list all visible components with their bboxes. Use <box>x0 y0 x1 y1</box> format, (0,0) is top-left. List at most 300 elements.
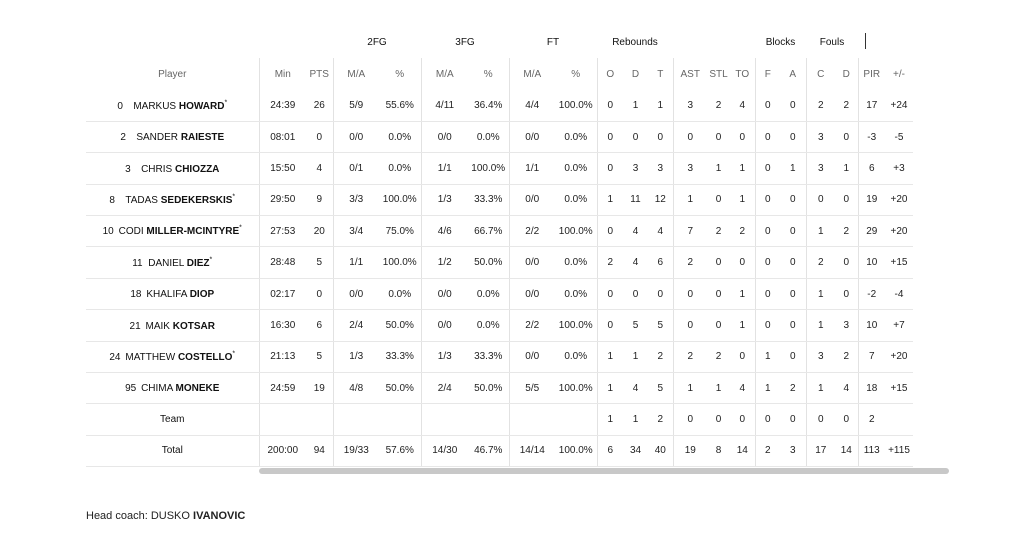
stat-min: 28:48 <box>259 247 306 278</box>
player-number: 3 <box>125 163 131 175</box>
stat-blk-f: 0 <box>755 153 780 184</box>
stat-reb-t: 1 <box>648 90 673 121</box>
column-header-reb-o: O <box>597 58 623 90</box>
column-header-ft-pct: % <box>571 68 581 80</box>
stat-2fg-ma: 4/8 <box>333 373 379 404</box>
stat-foul-d: 2 <box>835 90 858 121</box>
stat-2fg-ma <box>333 404 379 435</box>
stat-plus-minus: +20 <box>885 184 913 215</box>
stat-blk-f: 0 <box>755 278 780 309</box>
stat-pir: -3 <box>858 121 885 152</box>
stat-pir: 2 <box>858 404 885 435</box>
stat-plus-minus: +115 <box>885 435 913 466</box>
stat-ft-ma <box>509 404 555 435</box>
column-header-3fg-ma: M/A <box>421 58 468 90</box>
stat-pir: 7 <box>858 341 885 372</box>
column-header-min: Min <box>259 58 306 90</box>
group-header-blocks: Blocks <box>765 36 796 48</box>
stat-blk-f: 0 <box>755 247 780 278</box>
stat-blk-a: 0 <box>780 404 806 435</box>
stat-min: 16:30 <box>259 310 306 341</box>
stat-3fg-ma <box>421 404 468 435</box>
stat-to: 0 <box>730 247 755 278</box>
group-header-spacer-2 <box>673 26 755 58</box>
player-first-name: MARKUS <box>133 100 177 112</box>
player-last-name: RAIESTE <box>180 132 225 144</box>
table-row[interactable] <box>86 90 913 121</box>
player-cell[interactable] <box>86 153 259 184</box>
column-header-to: TO <box>735 68 750 80</box>
player-last-name: KOTSAR <box>172 320 215 332</box>
stat-ft-ma: 0/0 <box>509 184 555 215</box>
stat-3fg-pct: 46.7% <box>468 435 509 466</box>
player-number: 0 <box>117 100 123 112</box>
head-coach-first-name: DUSKO <box>150 510 190 522</box>
stat-blk-f: 0 <box>755 216 780 247</box>
starter-mark: * <box>209 256 213 264</box>
stat-stl: 2 <box>707 216 730 247</box>
stat-2fg-ma: 1/3 <box>333 341 379 372</box>
player-first-name: SANDER <box>136 132 179 144</box>
player-last-name: DIEZ <box>186 257 210 269</box>
stat-ast: 2 <box>673 341 707 372</box>
stat-reb-o: 1 <box>597 341 623 372</box>
stat-reb-t: 0 <box>648 121 673 152</box>
stat-ft-ma: 2/2 <box>509 310 555 341</box>
table-row[interactable] <box>86 247 913 278</box>
stat-pts: 0 <box>306 121 333 152</box>
player-cell[interactable] <box>86 373 259 404</box>
stat-ft-ma: 0/0 <box>509 278 555 309</box>
stat-min <box>259 404 306 435</box>
stat-2fg-pct: 57.6% <box>379 435 421 466</box>
column-header-2fg-ma: M/A <box>333 58 379 90</box>
stat-blk-a: 1 <box>780 153 806 184</box>
stat-3fg-pct: 36.4% <box>468 90 509 121</box>
stat-foul-d: 3 <box>835 310 858 341</box>
player-number: 24 <box>109 351 121 363</box>
stat-reb-o: 0 <box>597 90 623 121</box>
stat-pir: 10 <box>858 310 885 341</box>
table-row[interactable] <box>86 310 913 341</box>
column-header-foul-c: C <box>806 58 835 90</box>
stat-ast: 3 <box>673 153 707 184</box>
player-last-name: DIOP <box>189 289 215 301</box>
player-last-name: MILLER-MCINTYRE <box>146 226 240 238</box>
stat-2fg-pct: 100.0% <box>379 247 421 278</box>
stat-ft-ma: 0/0 <box>509 247 555 278</box>
stat-foul-d: 2 <box>835 341 858 372</box>
stat-reb-t: 3 <box>648 153 673 184</box>
player-number: 18 <box>130 289 142 301</box>
column-header-foul-d: D <box>842 68 850 80</box>
stat-ft-pct: 100.0% <box>555 435 597 466</box>
stat-ft-ma: 14/14 <box>509 435 555 466</box>
stat-3fg-pct: 33.3% <box>468 341 509 372</box>
horizontal-scrollbar[interactable] <box>259 468 949 474</box>
stat-foul-d: 0 <box>835 278 858 309</box>
stat-2fg-pct: 75.0% <box>379 216 421 247</box>
stat-ast: 0 <box>673 278 707 309</box>
group-header-ft: FT <box>546 36 560 48</box>
stat-3fg-ma: 0/0 <box>421 310 468 341</box>
stat-3fg-ma: 4/11 <box>421 90 468 121</box>
stat-3fg-pct: 0.0% <box>468 310 509 341</box>
stat-plus-minus: +3 <box>885 153 913 184</box>
player-last-name: COSTELLO <box>177 351 233 363</box>
player-first-name: CODI <box>118 226 144 238</box>
stat-ast: 3 <box>673 90 707 121</box>
stat-reb-o: 0 <box>597 278 623 309</box>
starter-mark: * <box>224 99 228 107</box>
stat-3fg-pct: 0.0% <box>468 121 509 152</box>
stat-blk-f: 0 <box>755 184 780 215</box>
stat-blk-f: 1 <box>755 373 780 404</box>
stat-reb-t: 4 <box>648 216 673 247</box>
stat-to: 4 <box>730 90 755 121</box>
stat-foul-c: 2 <box>806 90 835 121</box>
stat-2fg-pct <box>379 404 421 435</box>
stat-to: 1 <box>730 153 755 184</box>
box-score-table <box>86 26 913 467</box>
stat-reb-o: 1 <box>597 373 623 404</box>
stat-plus-minus: +20 <box>885 216 913 247</box>
stat-reb-o: 0 <box>597 310 623 341</box>
stat-2fg-ma: 19/33 <box>333 435 379 466</box>
stat-ft-ma: 5/5 <box>509 373 555 404</box>
stat-ast: 1 <box>673 184 707 215</box>
stat-reb-o: 1 <box>597 404 623 435</box>
stat-blk-a: 0 <box>780 90 806 121</box>
column-header-reb-t: T <box>657 68 664 80</box>
stat-foul-c: 3 <box>806 341 835 372</box>
stat-ast: 7 <box>673 216 707 247</box>
stat-2fg-ma: 2/4 <box>333 310 379 341</box>
stat-blk-a: 2 <box>780 373 806 404</box>
stat-reb-o: 0 <box>597 121 623 152</box>
stat-3fg-pct: 66.7% <box>468 216 509 247</box>
group-header-3fg: 3FG <box>455 36 475 48</box>
stat-stl: 0 <box>707 278 730 309</box>
player-last-name: MONEKE <box>175 383 220 395</box>
stat-stl: 2 <box>707 90 730 121</box>
column-header-player: Player <box>158 68 187 80</box>
stat-blk-a: 0 <box>780 341 806 372</box>
team-row-label: Team <box>86 404 259 435</box>
stat-pts: 9 <box>306 184 333 215</box>
column-header-pts: PTS <box>309 68 329 80</box>
group-header-2fg: 2FG <box>367 36 387 48</box>
stat-blk-a: 0 <box>780 278 806 309</box>
stat-blk-a: 0 <box>780 247 806 278</box>
stat-foul-d: 0 <box>835 404 858 435</box>
stat-2fg-ma: 3/3 <box>333 184 379 215</box>
player-number: 95 <box>125 383 137 395</box>
stat-foul-c: 17 <box>806 435 835 466</box>
column-header-pir: PIR <box>858 58 885 90</box>
stat-3fg-pct: 0.0% <box>468 278 509 309</box>
stat-plus-minus: +7 <box>885 310 913 341</box>
player-cell[interactable] <box>86 121 259 152</box>
player-first-name: MATTHEW <box>125 351 176 363</box>
stat-blk-a: 3 <box>780 435 806 466</box>
stat-pts: 6 <box>306 310 333 341</box>
stat-3fg-ma: 1/3 <box>421 341 468 372</box>
stat-to: 0 <box>730 404 755 435</box>
stat-min: 29:50 <box>259 184 306 215</box>
stat-foul-c: 0 <box>806 184 835 215</box>
stat-ft-ma: 2/2 <box>509 216 555 247</box>
column-header-ft-ma: M/A <box>509 58 555 90</box>
stat-2fg-pct: 55.6% <box>379 90 421 121</box>
team-row <box>86 404 913 435</box>
starter-mark: * <box>239 225 242 233</box>
stat-min: 21:13 <box>259 341 306 372</box>
stat-foul-d: 0 <box>835 121 858 152</box>
stat-reb-d: 4 <box>623 247 648 278</box>
stat-pir: 29 <box>858 216 885 247</box>
stat-reb-t: 2 <box>648 341 673 372</box>
player-first-name: CHIMA <box>141 383 173 395</box>
player-first-name: MAIK <box>145 320 170 332</box>
stat-reb-d: 1 <box>623 404 648 435</box>
stat-2fg-ma: 3/4 <box>333 216 379 247</box>
player-cell[interactable] <box>86 90 259 121</box>
stat-min: 08:01 <box>259 121 306 152</box>
stat-pts: 0 <box>306 278 333 309</box>
stat-foul-d: 4 <box>835 373 858 404</box>
stat-plus-minus <box>885 404 913 435</box>
stat-min: 27:53 <box>259 216 306 247</box>
stat-blk-a: 0 <box>780 184 806 215</box>
table-row[interactable] <box>86 373 913 404</box>
stat-3fg-pct: 50.0% <box>468 247 509 278</box>
player-name <box>146 289 214 300</box>
stat-to: 14 <box>730 435 755 466</box>
stat-blk-f: 0 <box>755 121 780 152</box>
stat-plus-minus: -5 <box>885 121 913 152</box>
table-row[interactable] <box>86 121 913 152</box>
stat-2fg-pct: 50.0% <box>379 310 421 341</box>
stat-pir: 18 <box>858 373 885 404</box>
player-cell[interactable] <box>86 247 259 278</box>
stat-stl: 8 <box>707 435 730 466</box>
stat-stl: 0 <box>707 247 730 278</box>
player-first-name: CHRIS <box>141 163 173 175</box>
stat-ft-pct: 0.0% <box>555 341 597 372</box>
stat-ft-pct: 0.0% <box>555 153 597 184</box>
group-header-spacer <box>86 26 333 58</box>
stat-to: 2 <box>730 216 755 247</box>
stat-stl: 0 <box>707 184 730 215</box>
stat-ast: 0 <box>673 121 707 152</box>
stat-reb-o: 6 <box>597 435 623 466</box>
player-number: 21 <box>129 320 141 332</box>
total-row-label: Total <box>86 435 259 466</box>
stat-2fg-pct: 33.3% <box>379 341 421 372</box>
stat-to: 1 <box>730 278 755 309</box>
starter-mark: * <box>232 193 236 201</box>
group-header-spacer-3 <box>858 26 913 58</box>
stat-2fg-ma: 0/0 <box>333 121 379 152</box>
stat-3fg-ma: 1/2 <box>421 247 468 278</box>
stat-to: 1 <box>730 310 755 341</box>
player-cell[interactable] <box>86 216 259 247</box>
head-coach <box>86 510 245 522</box>
player-first-name: KHALIFA <box>146 289 187 301</box>
stat-foul-d: 14 <box>835 435 858 466</box>
stat-3fg-ma: 2/4 <box>421 373 468 404</box>
stat-2fg-pct: 0.0% <box>379 278 421 309</box>
column-header-blk-f: F <box>755 58 780 90</box>
stat-blk-f: 0 <box>755 90 780 121</box>
player-number: 11 <box>132 257 143 269</box>
stat-foul-c: 1 <box>806 278 835 309</box>
player-cell[interactable] <box>86 278 259 309</box>
group-header-rebounds: Rebounds <box>612 36 658 48</box>
stat-pir: 17 <box>858 90 885 121</box>
stat-foul-c: 0 <box>806 404 835 435</box>
stat-reb-o: 0 <box>597 216 623 247</box>
stat-plus-minus: +20 <box>885 341 913 372</box>
player-last-name: SEDEKERSKIS <box>160 195 233 207</box>
stat-to: 4 <box>730 373 755 404</box>
stat-blk-f: 0 <box>755 310 780 341</box>
stat-blk-a: 0 <box>780 216 806 247</box>
text-cursor-icon <box>865 33 866 49</box>
stat-reb-d: 4 <box>623 216 648 247</box>
stat-reb-d: 3 <box>623 153 648 184</box>
stat-3fg-ma: 0/0 <box>421 278 468 309</box>
stat-reb-t: 12 <box>648 184 673 215</box>
stat-pts: 4 <box>306 153 333 184</box>
table-row[interactable] <box>86 184 913 215</box>
player-number: 2 <box>120 132 126 144</box>
group-header-fouls: Fouls <box>819 36 845 48</box>
stat-pts: 19 <box>306 373 333 404</box>
column-header-ast: AST <box>673 58 707 90</box>
group-header-row <box>86 26 913 58</box>
stat-foul-c: 1 <box>806 373 835 404</box>
stat-reb-d: 5 <box>623 310 648 341</box>
stat-foul-d: 0 <box>835 184 858 215</box>
column-header-reb-d: D <box>631 68 640 80</box>
stat-foul-c: 1 <box>806 216 835 247</box>
stat-reb-o: 2 <box>597 247 623 278</box>
stat-to: 0 <box>730 121 755 152</box>
stat-blk-f: 2 <box>755 435 780 466</box>
stat-ast: 2 <box>673 247 707 278</box>
player-first-name: TADAS <box>125 195 158 207</box>
stat-stl: 2 <box>707 341 730 372</box>
player-cell[interactable] <box>86 310 259 341</box>
stat-stl: 1 <box>707 153 730 184</box>
stat-3fg-ma: 1/1 <box>421 153 468 184</box>
column-header-stl: STL <box>709 68 728 80</box>
stat-3fg-ma: 0/0 <box>421 121 468 152</box>
stat-reb-t: 6 <box>648 247 673 278</box>
stat-pir: -2 <box>858 278 885 309</box>
stat-foul-c: 3 <box>806 153 835 184</box>
stat-ast: 19 <box>673 435 707 466</box>
stat-2fg-pct: 50.0% <box>379 373 421 404</box>
stat-reb-t: 5 <box>648 310 673 341</box>
player-number: 10 <box>102 226 114 238</box>
stat-ft-ma: 4/4 <box>509 90 555 121</box>
stat-min: 200:00 <box>259 435 306 466</box>
stat-min: 02:17 <box>259 278 306 309</box>
stat-pts: 20 <box>306 216 333 247</box>
stat-2fg-ma: 0/1 <box>333 153 379 184</box>
stat-plus-minus: +24 <box>885 90 913 121</box>
stat-to: 0 <box>730 341 755 372</box>
stat-2fg-pct: 100.0% <box>379 184 421 215</box>
stat-ft-ma: 1/1 <box>509 153 555 184</box>
stat-ast: 0 <box>673 310 707 341</box>
stat-blk-f: 0 <box>755 404 780 435</box>
table-row[interactable] <box>86 216 913 247</box>
stat-ft-pct: 100.0% <box>555 373 597 404</box>
stat-ft-ma: 0/0 <box>509 121 555 152</box>
stat-reb-t: 5 <box>648 373 673 404</box>
stat-blk-a: 0 <box>780 310 806 341</box>
stat-ft-pct: 100.0% <box>555 310 597 341</box>
stat-2fg-ma: 1/1 <box>333 247 379 278</box>
table-row[interactable] <box>86 278 913 309</box>
player-last-name: CHIOZZA <box>174 163 220 175</box>
stat-foul-c: 2 <box>806 247 835 278</box>
stat-reb-d: 0 <box>623 278 648 309</box>
stat-3fg-pct: 33.3% <box>468 184 509 215</box>
stat-pts: 5 <box>306 247 333 278</box>
stat-reb-o: 1 <box>597 184 623 215</box>
player-cell[interactable] <box>86 184 259 215</box>
stat-min: 24:39 <box>259 90 306 121</box>
column-header-row <box>86 58 913 90</box>
stat-to: 1 <box>730 184 755 215</box>
player-name <box>125 352 235 363</box>
column-header-2fg-pct: % <box>395 68 405 80</box>
stat-plus-minus: +15 <box>885 247 913 278</box>
stat-foul-c: 3 <box>806 121 835 152</box>
table-row[interactable] <box>86 153 913 184</box>
stat-plus-minus: -4 <box>885 278 913 309</box>
stat-3fg-pct <box>468 404 509 435</box>
player-cell[interactable] <box>86 341 259 372</box>
player-last-name: HOWARD <box>178 100 225 112</box>
stat-pir: 6 <box>858 153 885 184</box>
stat-stl: 0 <box>707 404 730 435</box>
stat-reb-d: 11 <box>623 184 648 215</box>
stat-stl: 0 <box>707 310 730 341</box>
stat-blk-a: 0 <box>780 121 806 152</box>
stat-3fg-ma: 1/3 <box>421 184 468 215</box>
table-row[interactable] <box>86 341 913 372</box>
stat-2fg-pct: 0.0% <box>379 121 421 152</box>
stat-min: 15:50 <box>259 153 306 184</box>
player-name <box>119 226 242 237</box>
stat-pir: 10 <box>858 247 885 278</box>
stat-pts: 26 <box>306 90 333 121</box>
stat-3fg-ma: 4/6 <box>421 216 468 247</box>
player-name <box>141 164 219 175</box>
head-coach-label: Head coach: <box>86 510 148 522</box>
player-name <box>148 258 212 269</box>
stat-ast: 1 <box>673 373 707 404</box>
stat-min: 24:59 <box>259 373 306 404</box>
stat-reb-o: 0 <box>597 153 623 184</box>
stat-ft-pct: 0.0% <box>555 247 597 278</box>
